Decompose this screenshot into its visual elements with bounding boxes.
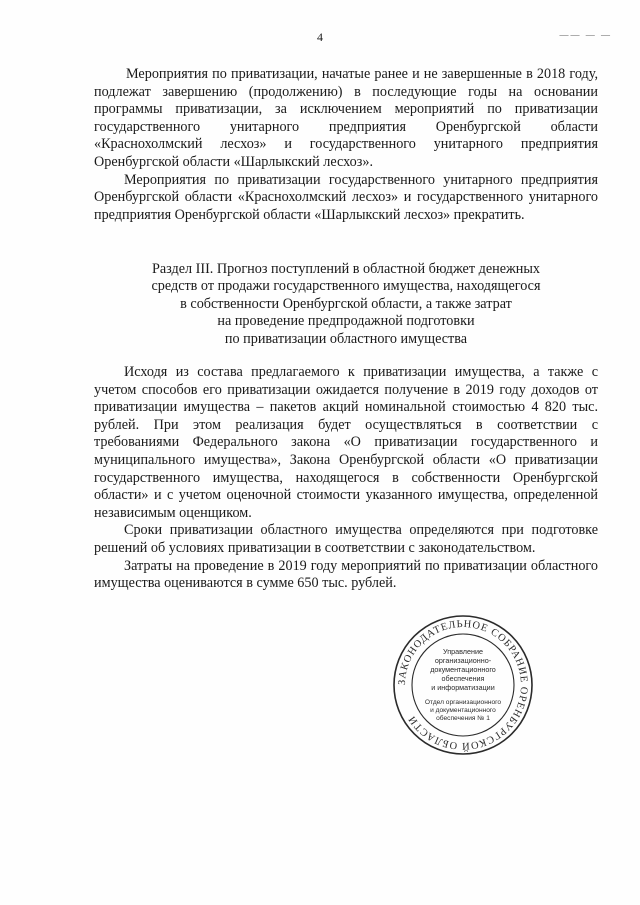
bottom-text-block xyxy=(94,364,598,593)
page-number: 4 xyxy=(317,30,323,44)
section-heading-line: в собственности Оренбургской области, а также затрат xyxy=(180,295,512,312)
paragraph-privatization-termination: Мероприятия по приватизации государственного унитарного предприятия Оренбургской области «Краснохолмский лесхоз» и государственного унитарного предприятия Оренбургской области «Шарлыкский лесхоз» прекратить. xyxy=(94,171,598,223)
seal-center-text: Управление xyxy=(443,647,483,656)
seal-ring-text: ЗАКОНОДАТЕЛЬНОЕ СОБРАНИЕ ОРЕНБУРГСКОЙ ОБЛАСТИ xyxy=(396,618,530,752)
official-seal xyxy=(392,614,534,756)
paragraph-privatization-continuation: Мероприятия по приватизации, начатые ранее и не завершенные в 2018 году, подлежат завершению (продолжению) в последующие годы на основании программы приватизации, за исключением мероприятий по приватизации государственного унитарного предприятия Оренбургской области «Краснохолмский лесхоз» и государственного унитарного предприятия Оренбургской области «Шарлыкский лесхоз». xyxy=(94,66,598,170)
top-text-block xyxy=(94,66,598,224)
seal-center-text: и информатизации xyxy=(431,683,495,692)
section-heading-line: средств от продажи государственного имущества, находящегося xyxy=(151,278,541,295)
section-heading-line: по приватизации областного имущества xyxy=(224,330,468,347)
seal-center-text: документационного xyxy=(430,665,496,674)
paragraph-privatization-terms: Сроки приватизации областного имущества определяются при подготовке решений об условиях приватизации в соответствии с законодательством. xyxy=(94,522,598,556)
seal-center-text: организационно- xyxy=(434,656,492,665)
corner-marks: —— — — xyxy=(559,30,612,40)
seal-center-text: обеспечения xyxy=(441,674,485,683)
section-heading-line: Раздел III. Прогноз поступлений в областной бюджет денежных xyxy=(151,261,541,277)
section-heading-line: на проведение предпродажной подготовки xyxy=(217,313,475,330)
seal-lower-text: Отдел организационного xyxy=(424,699,502,706)
seal-lower-text: и документационного xyxy=(430,707,496,714)
seal-lower-text: обеспечения № 1 xyxy=(436,715,490,722)
section-heading xyxy=(94,261,598,348)
paragraph-costs: Затраты на проведение в 2019 году мероприятий по приватизации областного имущества оцениваются в сумме 650 тыс. рублей. xyxy=(94,557,598,592)
paragraph-revenue-forecast: Исходя из состава предлагаемого к приватизации имущества, а также с учетом способов его приватизации ожидается получение в 2019 году доходов от приватизации имущества – пакетов акций номинальной стоимостью 4 820 тыс. рублей. При этом реализация будет осуществляться в соответствии с требованиями Федерального закона «О приватизации государственного и муниципального имущества», Закона Оренбургской области «О приватизации государственного имущества, находящегося в собственности Оренбургской области» и с учетом оценочной стоимости указанного имущества, определенной независимым оценщиком. xyxy=(94,364,598,521)
